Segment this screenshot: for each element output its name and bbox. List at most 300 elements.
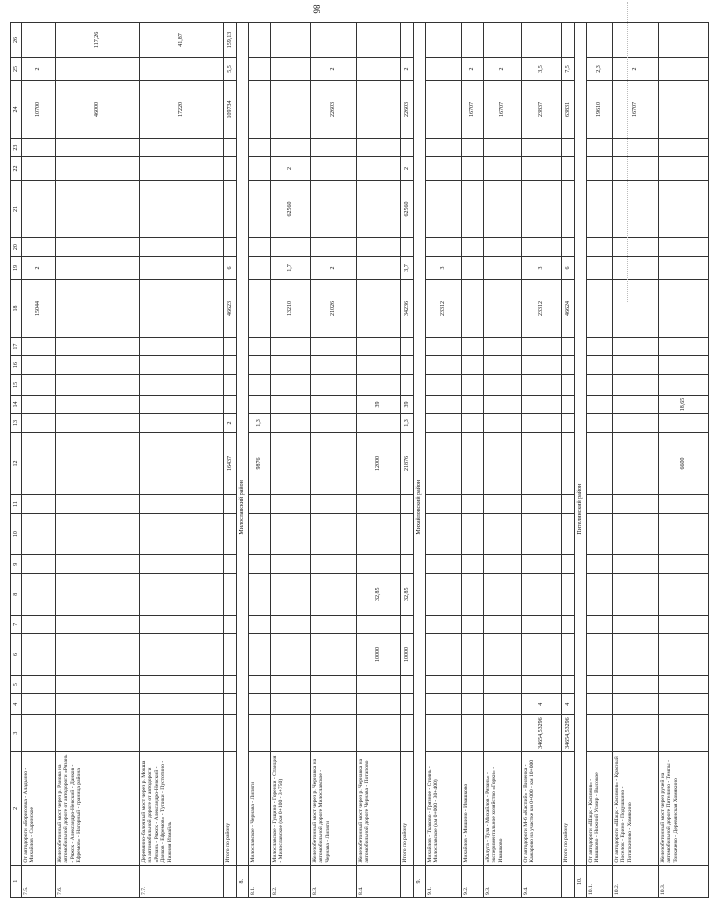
cell-col-16 [401, 356, 414, 375]
cell-col-14: 39 [357, 395, 401, 414]
cell-col-21 [462, 180, 484, 238]
column-number: 21 [11, 180, 22, 238]
cell-col-18: 46623 [224, 280, 237, 338]
cell-col-25: 2 [462, 57, 484, 80]
row-number [401, 865, 414, 897]
cell-col-18: 21026 [311, 280, 357, 338]
cell-col-23 [587, 138, 613, 157]
cell-col-5 [484, 675, 522, 694]
cell-col-13 [357, 414, 401, 433]
cell-col-26 [357, 23, 401, 58]
cell-col-6 [140, 634, 224, 676]
cell-col-23 [562, 138, 575, 157]
column-number: 26 [11, 23, 22, 58]
cell-col-4 [56, 694, 140, 715]
cell-col-8 [249, 573, 271, 615]
cell-col-5 [56, 675, 140, 694]
column-number: 8 [11, 573, 22, 615]
cell-col-8 [587, 573, 613, 615]
cell-col-5 [613, 675, 659, 694]
cell-col-19: 3,7 [401, 256, 414, 279]
cell-col-15 [224, 374, 237, 395]
column-number: 19 [11, 256, 22, 279]
cell-col-25 [56, 57, 140, 80]
cell-col-18: 23312 [522, 280, 562, 338]
cell-col-12 [613, 432, 659, 495]
cell-col-24: 109734 [224, 81, 237, 139]
total-row [401, 23, 414, 898]
cell-col-17 [401, 337, 414, 356]
row-number [562, 865, 575, 897]
object-name: Итого по району [224, 752, 237, 865]
cell-col-3 [271, 715, 311, 752]
column-number: 1 [11, 865, 22, 897]
cell-col-19 [587, 256, 613, 279]
cell-col-13 [56, 414, 140, 433]
column-number: 18 [11, 280, 22, 338]
cell-col-23 [249, 138, 271, 157]
cell-col-22 [659, 157, 709, 180]
cell-col-11 [587, 495, 613, 514]
cell-col-11 [140, 495, 224, 514]
cell-col-14 [484, 395, 522, 414]
cell-col-20 [522, 238, 562, 257]
cell-col-10 [249, 513, 271, 555]
cell-col-13 [562, 414, 575, 433]
cell-col-18 [484, 280, 522, 338]
cell-col-24 [426, 81, 462, 139]
cell-col-8 [522, 573, 562, 615]
cell-col-18: 46624 [562, 280, 575, 338]
table-row [587, 23, 613, 898]
column-number: 22 [11, 157, 22, 180]
cell-col-3 [140, 715, 224, 752]
cell-col-14 [426, 395, 462, 414]
cell-col-22 [22, 157, 56, 180]
column-number: 20 [11, 238, 22, 257]
table-row [659, 23, 709, 898]
cell-col-24: 63831 [562, 81, 575, 139]
cell-col-19 [249, 256, 271, 279]
cell-col-22 [249, 157, 271, 180]
cell-col-25: 5,5 [224, 57, 237, 80]
cell-col-14 [562, 395, 575, 414]
section-number: 9. [414, 865, 426, 897]
cell-col-24 [659, 81, 709, 139]
cell-col-6 [462, 634, 484, 676]
cell-col-9 [401, 555, 414, 574]
cell-col-3 [659, 715, 709, 752]
cell-col-17 [22, 337, 56, 356]
cell-col-17 [587, 337, 613, 356]
cell-col-11 [56, 495, 140, 514]
cell-col-8 [140, 573, 224, 615]
cell-col-20 [357, 238, 401, 257]
cell-col-15 [22, 374, 56, 395]
cell-col-15 [613, 374, 659, 395]
column-number-row [11, 23, 22, 898]
object-name: Итого по району [401, 752, 414, 865]
cell-col-18 [140, 280, 224, 338]
object-name: От автодороги «Шацк - Касимов» - Ивашково - Нижний Усмир - Высокое [587, 752, 613, 865]
cell-col-24: 19610 [587, 81, 613, 139]
cell-col-5 [311, 675, 357, 694]
cell-col-7 [562, 615, 575, 634]
cell-col-11 [249, 495, 271, 514]
cell-col-5 [462, 675, 484, 694]
cell-col-24: 22603 [401, 81, 414, 139]
cell-col-24 [271, 81, 311, 139]
cell-col-15 [271, 374, 311, 395]
cell-col-9 [224, 555, 237, 574]
row-number: 9.4. [522, 865, 562, 897]
cell-col-6 [249, 634, 271, 676]
cell-col-11 [401, 495, 414, 514]
cell-col-13: 1,3 [249, 414, 271, 433]
cell-col-7 [659, 615, 709, 634]
cell-col-25 [271, 57, 311, 80]
cell-col-20 [426, 238, 462, 257]
cell-col-26 [249, 23, 271, 58]
cell-col-17 [613, 337, 659, 356]
cell-col-13: 1,3 [401, 414, 414, 433]
cell-col-8 [426, 573, 462, 615]
cell-col-16 [311, 356, 357, 375]
column-number: 2 [11, 752, 22, 865]
cell-col-15 [249, 374, 271, 395]
cell-col-16 [56, 356, 140, 375]
object-name: Деревянно-балочный мост через р. Мокша на автомобильной дороге от автодороги «Рязань - Ряжск - Александро-Невский - Данков - Ефремов» - Тупики - Пустотино - Нижняя Измайль [140, 752, 224, 865]
cell-col-13 [311, 414, 357, 433]
row-number [224, 865, 237, 897]
cell-col-6 [311, 634, 357, 676]
cell-col-12: 9876 [249, 432, 271, 495]
column-number: 6 [11, 634, 22, 676]
cell-col-17 [522, 337, 562, 356]
cell-col-21 [659, 180, 709, 238]
cell-col-16 [484, 356, 522, 375]
cell-col-11 [426, 495, 462, 514]
cell-col-8 [224, 573, 237, 615]
cell-col-7 [271, 615, 311, 634]
row-number: 8.4. [357, 865, 401, 897]
cell-col-15 [522, 374, 562, 395]
cell-col-17 [140, 337, 224, 356]
column-number: 15 [11, 374, 22, 395]
cell-col-10 [659, 513, 709, 555]
cell-col-19: 6 [562, 256, 575, 279]
cell-col-20 [401, 238, 414, 257]
cell-col-12 [311, 432, 357, 495]
column-number: 24 [11, 81, 22, 139]
cell-col-19 [140, 256, 224, 279]
cell-col-3 [613, 715, 659, 752]
cell-col-3 [357, 715, 401, 752]
column-number: 23 [11, 138, 22, 157]
cell-col-13 [613, 414, 659, 433]
cell-col-23 [522, 138, 562, 157]
cell-col-17 [462, 337, 484, 356]
cell-col-14 [587, 395, 613, 414]
cell-col-22 [522, 157, 562, 180]
cell-col-21 [311, 180, 357, 238]
table-row [311, 23, 357, 898]
cell-col-26 [522, 23, 562, 58]
cell-col-21 [140, 180, 224, 238]
cell-col-21 [587, 180, 613, 238]
cell-col-11 [522, 495, 562, 514]
cell-col-14 [311, 395, 357, 414]
cell-col-20 [249, 238, 271, 257]
cell-col-17 [484, 337, 522, 356]
cell-col-21 [56, 180, 140, 238]
cell-col-6: 10000 [357, 634, 401, 676]
cell-col-22 [357, 157, 401, 180]
cell-col-26 [484, 23, 522, 58]
cell-col-22 [484, 157, 522, 180]
cell-col-26 [462, 23, 484, 58]
cell-col-4: 4 [522, 694, 562, 715]
cell-col-19 [484, 256, 522, 279]
cell-col-11 [484, 495, 522, 514]
cell-col-21 [522, 180, 562, 238]
cell-col-14 [22, 395, 56, 414]
cell-col-3 [249, 715, 271, 752]
total-row [224, 23, 237, 898]
column-number: 12 [11, 432, 22, 495]
cell-col-9 [56, 555, 140, 574]
cell-col-26 [401, 23, 414, 58]
cell-col-5 [249, 675, 271, 694]
cell-col-22 [56, 157, 140, 180]
object-name: От автодороги «Борисовка - Аладьино - Михайлов - Сыринское [22, 752, 56, 865]
cell-col-21 [224, 180, 237, 238]
cell-col-22 [311, 157, 357, 180]
cell-col-18 [659, 280, 709, 338]
cell-col-9 [522, 555, 562, 574]
cell-col-4 [613, 694, 659, 715]
cell-col-20 [484, 238, 522, 257]
cell-col-14 [224, 395, 237, 414]
cell-col-6 [426, 634, 462, 676]
cell-col-19: 3 [426, 256, 462, 279]
cell-col-23 [426, 138, 462, 157]
cell-col-7 [484, 615, 522, 634]
cell-col-7 [613, 615, 659, 634]
cell-col-16 [140, 356, 224, 375]
table-row [522, 23, 562, 898]
section-title: Михайловский район [414, 23, 426, 866]
cell-col-14 [249, 395, 271, 414]
cell-col-14 [522, 395, 562, 414]
object-name: Михайлов - Ткаково - Грязное - Стоянь - Милославское (км 0+000 - 30+400) [426, 752, 462, 865]
cell-col-16 [659, 356, 709, 375]
section-row [237, 23, 249, 898]
cell-col-10 [484, 513, 522, 555]
section-number: 8. [237, 865, 249, 897]
cell-col-20 [587, 238, 613, 257]
cell-col-24 [249, 81, 271, 139]
cell-col-23 [659, 138, 709, 157]
cell-col-12 [56, 432, 140, 495]
cell-col-24: 23837 [522, 81, 562, 139]
cell-col-15 [426, 374, 462, 395]
cell-col-25: 2 [613, 57, 659, 80]
cell-col-23 [224, 138, 237, 157]
section-number: 10. [575, 865, 587, 897]
cell-col-24 [357, 81, 401, 139]
cell-col-11 [311, 495, 357, 514]
cell-col-24: 22603 [311, 81, 357, 139]
cell-col-10 [311, 513, 357, 555]
cell-col-21 [484, 180, 522, 238]
cell-col-25: 7,5 [562, 57, 575, 80]
cell-col-24: 16707 [613, 81, 659, 139]
cell-col-5 [562, 675, 575, 694]
cell-col-19: 1,7 [271, 256, 311, 279]
cell-col-23 [357, 138, 401, 157]
cell-col-5 [426, 675, 462, 694]
cell-col-12 [484, 432, 522, 495]
column-number: 11 [11, 495, 22, 514]
cell-col-11 [22, 495, 56, 514]
cell-col-26 [659, 23, 709, 58]
cell-col-4 [401, 694, 414, 715]
cell-col-10 [271, 513, 311, 555]
cell-col-9 [311, 555, 357, 574]
cell-col-11 [224, 495, 237, 514]
cell-col-7 [249, 615, 271, 634]
cell-col-6 [484, 634, 522, 676]
object-name: Михайлов - Мишино - Ивашково [462, 752, 484, 865]
table-row [357, 23, 401, 898]
table-row [56, 23, 140, 898]
cell-col-25 [249, 57, 271, 80]
table-row [271, 23, 311, 898]
cell-col-8 [462, 573, 484, 615]
cell-col-8: 32,85 [401, 573, 414, 615]
cell-col-8 [613, 573, 659, 615]
total-row [562, 23, 575, 898]
cell-col-24: 16707 [462, 81, 484, 139]
cell-col-18 [357, 280, 401, 338]
table-container [10, 22, 687, 898]
row-number: 9.2. [462, 865, 484, 897]
cell-col-3: 34654,53296 [562, 715, 575, 752]
cell-col-19 [56, 256, 140, 279]
cell-col-6 [613, 634, 659, 676]
cell-col-20 [271, 238, 311, 257]
cell-col-22 [224, 157, 237, 180]
cell-col-18: 13210 [271, 280, 311, 338]
section-title: Милославский район [237, 23, 249, 866]
cell-col-14 [462, 395, 484, 414]
cell-col-14 [271, 395, 311, 414]
cell-col-17 [56, 337, 140, 356]
cell-col-12: 21876 [401, 432, 414, 495]
cell-col-25 [357, 57, 401, 80]
cell-col-9 [357, 555, 401, 574]
cell-col-21: 62560 [401, 180, 414, 238]
column-number: 5 [11, 675, 22, 694]
cell-col-13 [484, 414, 522, 433]
cell-col-18: 23312 [426, 280, 462, 338]
cell-col-23 [140, 138, 224, 157]
cell-col-9 [613, 555, 659, 574]
cell-col-19 [659, 256, 709, 279]
cell-col-19: 2 [311, 256, 357, 279]
cell-col-16 [249, 356, 271, 375]
cell-col-6 [522, 634, 562, 676]
object-name: От автодороги «Шацк - Касимов» - Красный Поселок - Ерино - Подушкино - Потапкиново - Хомякино [613, 752, 659, 865]
cell-col-21 [249, 180, 271, 238]
cell-col-13: 2 [224, 414, 237, 433]
cell-col-4 [22, 694, 56, 715]
cell-col-12 [587, 432, 613, 495]
cell-col-7 [462, 615, 484, 634]
cell-col-7 [587, 615, 613, 634]
rotated-page [10, 22, 687, 898]
cell-col-20 [659, 238, 709, 257]
row-number: 9.1. [426, 865, 462, 897]
cell-col-5 [224, 675, 237, 694]
table-row [426, 23, 462, 898]
cell-col-26 [271, 23, 311, 58]
cell-col-13 [140, 414, 224, 433]
cell-col-12: 6600 [659, 432, 709, 495]
cell-col-9 [249, 555, 271, 574]
cell-col-4 [659, 694, 709, 715]
cell-col-26: 41,87 [140, 23, 224, 58]
cell-col-5 [401, 675, 414, 694]
cell-col-17 [311, 337, 357, 356]
cell-col-7 [357, 615, 401, 634]
cell-col-8 [484, 573, 522, 615]
cell-col-10 [462, 513, 484, 555]
cell-col-8: 32,85 [357, 573, 401, 615]
cell-col-10 [587, 513, 613, 555]
cell-col-3 [401, 715, 414, 752]
cell-col-26 [22, 23, 56, 58]
column-number: 4 [11, 694, 22, 715]
cell-col-18 [56, 280, 140, 338]
cell-col-26 [426, 23, 462, 58]
cell-col-16 [426, 356, 462, 375]
cell-col-24: 16707 [484, 81, 522, 139]
cell-col-24: 46000 [56, 81, 140, 139]
cell-col-17 [562, 337, 575, 356]
cell-col-14 [140, 395, 224, 414]
object-name: Милославское - Гущино - Горенки - Станция - Милославское (км 0+100 - 3+750) [271, 752, 311, 865]
cell-col-25 [659, 57, 709, 80]
cell-col-14: 18,65 [659, 395, 709, 414]
cell-col-20 [562, 238, 575, 257]
cell-col-7 [401, 615, 414, 634]
cell-col-18 [249, 280, 271, 338]
cell-col-15 [484, 374, 522, 395]
cell-col-12 [522, 432, 562, 495]
cell-col-25: 2,3 [587, 57, 613, 80]
cell-col-15 [56, 374, 140, 395]
cell-col-6 [224, 634, 237, 676]
cell-col-16 [271, 356, 311, 375]
cell-col-13 [271, 414, 311, 433]
column-number: 9 [11, 555, 22, 574]
section-title: Пителинский район [575, 23, 587, 866]
cell-col-9 [562, 555, 575, 574]
cell-col-13 [426, 414, 462, 433]
cell-col-22 [462, 157, 484, 180]
